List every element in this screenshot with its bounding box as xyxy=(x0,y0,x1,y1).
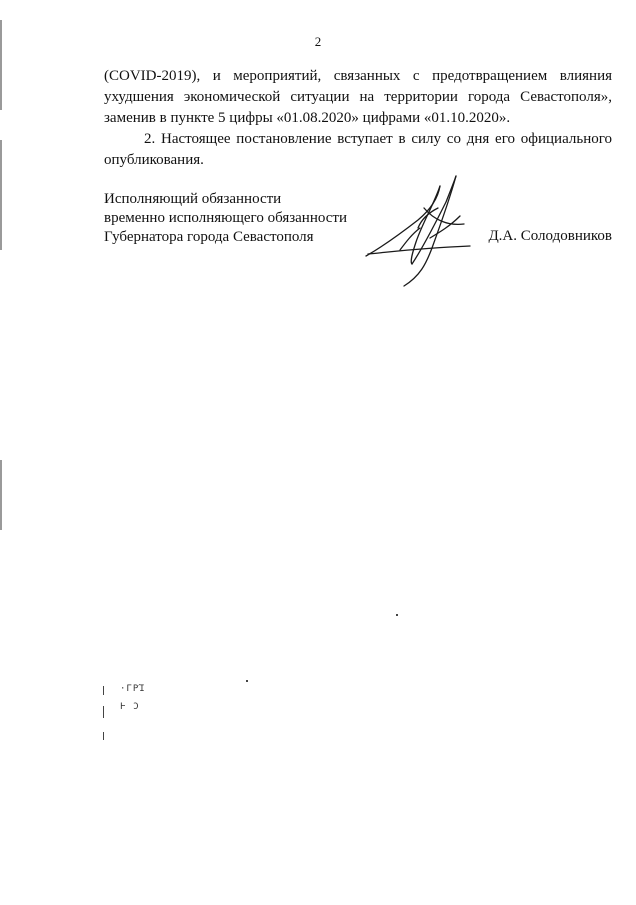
signer-name: Д.А. Солодовников xyxy=(488,228,612,244)
scan-speck xyxy=(396,614,398,616)
scan-speck xyxy=(246,680,248,682)
stray-mark xyxy=(103,686,104,695)
stray-mark xyxy=(103,706,104,718)
paragraph-1-line-2: ухудшения экономической ситуации на территории города Севастополя», xyxy=(104,89,612,105)
signatory-title-line-2: временно исполняющего обязанности xyxy=(104,210,347,226)
stray-scan-text: ·ΓΡΊ xyxy=(120,684,146,694)
stray-scan-text: Ͱ Ͻ xyxy=(120,702,140,712)
paragraph-1-line-3: заменив в пункте 5 цифры «01.08.2020» цифрами «01.10.2020». xyxy=(104,110,511,126)
scan-edge-mark xyxy=(0,460,2,530)
paragraph-1-line-1: (COVID-2019), и мероприятий, связанных с предотвращением влияния xyxy=(104,68,612,84)
paragraph-2-line-1: 2. Настоящее постановление вступает в силу со дня его официального xyxy=(144,131,612,147)
handwritten-signature-icon xyxy=(360,168,480,290)
paragraph-2-line-2: опубликования. xyxy=(104,152,204,168)
page-number: 2 xyxy=(314,34,322,49)
signatory-title-line-3: Губернатора города Севастополя xyxy=(104,229,314,245)
stray-mark xyxy=(103,732,104,740)
document-body xyxy=(104,66,612,171)
signatory-title-line-1: Исполняющий обязанности xyxy=(104,191,282,207)
scan-edge-mark xyxy=(0,140,2,250)
signatory-title xyxy=(104,190,347,247)
